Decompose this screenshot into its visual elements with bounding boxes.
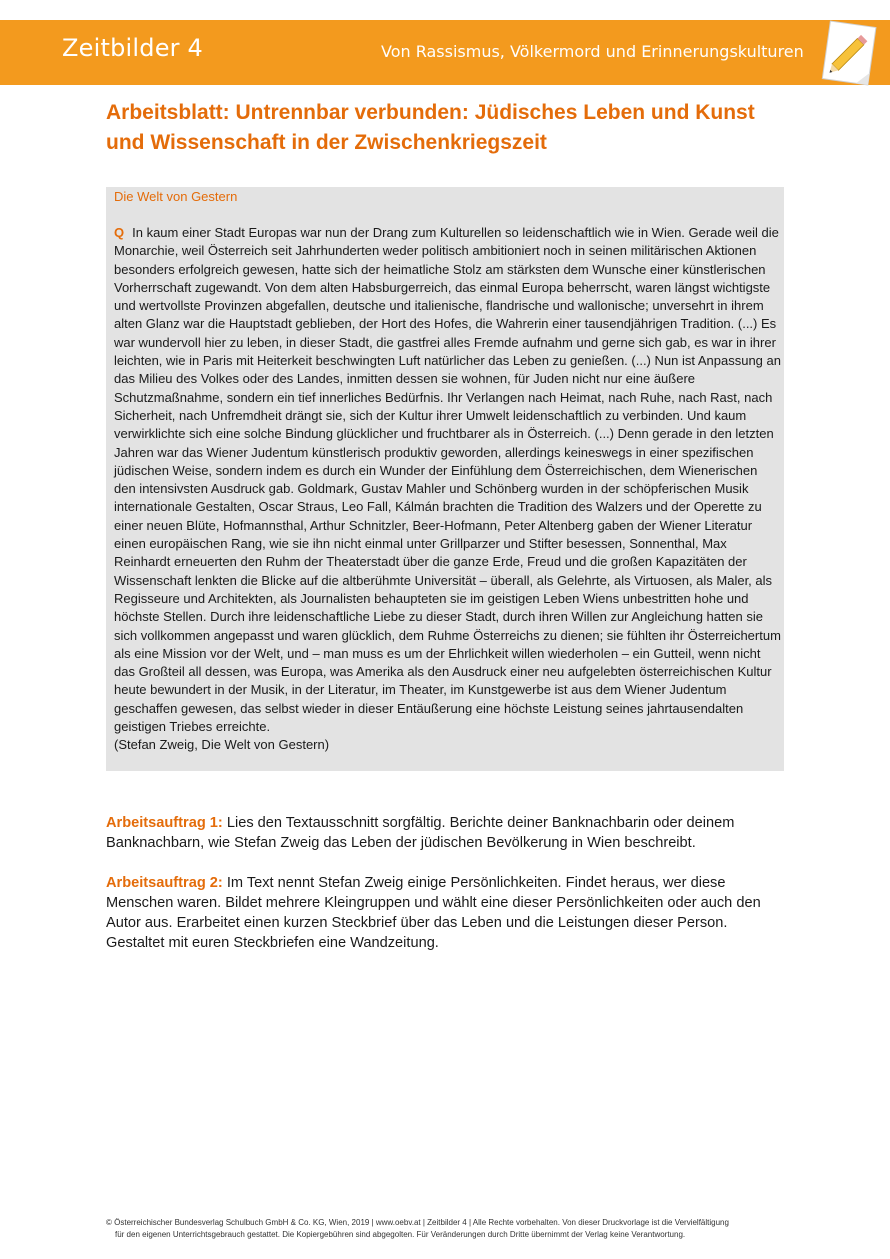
quote-source: (Stefan Zweig, Die Welt von Gestern)	[114, 737, 330, 753]
copyright-footer	[106, 1217, 786, 1241]
header-subtitle: Von Rassismus, Völkermord und Erinnerungskulturen	[381, 42, 804, 61]
pencil-note-icon	[816, 14, 882, 94]
task-2-text: Im Text nennt Stefan Zweig einige Persönlichkeiten. Findet heraus, wer diese Menschen waren. Bildet mehrere Kleingruppen und wählt eine dieser Persönlichkeiten oder auch den Autor aus. Erarbeitet einen kurzen Steckbrief über das Leben und die Leistungen dieser Person. Gestaltet mit euren Steckbriefen eine Wandzeitung.	[106, 875, 761, 951]
footer-line-2: für den eigenen Unterrichtsgebrauch gestattet. Die Kopiergebühren sind abgegolten. Für Veränderungen durch Dritte übernimmt der Verlag keine Verantwortung.	[115, 1230, 686, 1239]
task-1	[106, 813, 786, 853]
task-2-label: Arbeitsauftrag 2:	[106, 875, 223, 891]
task-1-text: Lies den Textausschnitt sorgfältig. Berichte deiner Banknachbarin oder deinem Banknachbarn, wie Stefan Zweig das Leben der jüdischen Bevölkerung in Wien beschreibt.	[106, 815, 735, 851]
brand-title: Zeitbilder 4	[62, 34, 204, 62]
header-band	[0, 20, 890, 85]
quote-text	[114, 224, 782, 755]
page-title: Arbeitsblatt: Untrennbar verbunden: Jüdisches Leben und Kunst und Wissenschaft in der Zwischenkriegszeit	[106, 101, 755, 154]
quote-body: In kaum einer Stadt Europas war nun der Drang zum Kulturellen so leidenschaftlich wie in Wien. Gerade weil die Monarchie, weil Österreich seit Jahrhunderten weder politisch ambitioniert noch in seinen militärischen Aktionen besonders erfolgreich gewesen, hatte sich der heimatliche Stolz am stärksten dem Wunsche einer künstlerischen Vorherrschaft zugewandt. Von dem alten Habsburgerreich, das einmal Europa beherrscht, waren längst wichtigste und wertvollste Provinzen abgefallen, deutsche und italienische, flandrische und wallonische; unversehrt in ihrem alten Glanz war die Hauptstadt geblieben, der Hort des Hofes, die Wahrerin einer tausendjährigen Tradition. (...) Es war wundervoll hier zu leben, in dieser Stadt, die gastfrei alles Fremde aufnahm und gerne sich gab, es war in ihrer leichten, wie in Paris mit Heiterkeit beschwingten Luft natürlicher das Leben zu genießen. (...) Nun ist Anpassung an das Milieu des Volkes oder des Landes, inmitten dessen sie wohnen, für Juden nicht nur eine äußere Schutzmaßnahme, sondern ein tief innerliches Bedürfnis. Ihr Verlangen nach Heimat, nach Ruhe, nach Rast, nach Sicherheit, nach Unfremdheit drängt sie, sich der Kultur ihrer Umwelt leidenschaftlich zu verbinden. Und kaum verwirklichte sich eine solche Bindung glücklicher und fruchtbarer als in Österreich. (...) Denn gerade in den letzten Jahren war das Wiener Judentum künstlerisch produktiv geworden, allerdings keineswegs in einer spezifischen jüdischen Weise, sondern indem es durch ein Wunder der Einfühlung dem Österreichischen, dem Wienerischen den intensivsten Ausdruck gab. Goldmark, Gustav Mahler und Schönberg wurden in der schöpferischen Musik internationale Gestalten, Oscar Straus, Leo Fall, Kálmán brachten die Tradition des Walzers und der Operette zu einer neuen Blüte, Hofmannsthal, Arthur Schnitzler, Beer-Hofmann, Peter Altenberg gaben der Wiener Literatur einen europäischen Rang, wie sie ihn nicht einmal unter Grillparzer und Stifter besessen, Sonnenthal, Max Reinhardt erneuerten den Ruhm der Theaterstadt über die ganze Erde, Freud und die großen Kapazitäten der Wissenschaft lenkten die Blicke auf die altberühmte Universität – überall, als Gelehrte, als Virtuosen, als Maler, als Regisseure und Architekten, als Journalisten behaupteten sie im geistigen Leben Wiens unbestritten hohe und höchste Stellen. Durch ihre leidenschaftliche Liebe zu dieser Stadt, durch ihren Willen zur Angleichung hatten sie sich vollkommen angepasst und waren glücklich, dem Ruhme Österreichs zu dienen; sie fühlten ihr Österreichertum als eine Mission vor der Welt, und – man muss es um der Ehrlichkeit willen wiederholen – ein Gutteil, wenn nicht das Großteil all dessen, was Europa, was Amerika als den Ausdruck einer neu aufgelebten österreichischen Kultur heute bewundert in der Musik, in der Literatur, im Theater, im Kunstgewerbe ist aus dem Wiener Judentum geschaffen gewesen, das selbst wieder in dieser Entäußerung eine höchste Leistung seines jahrtausendalten geistigen Triebes erreichte.	[114, 225, 781, 735]
task-1-label: Arbeitsauftrag 1:	[106, 815, 223, 831]
quote-box-heading: Die Welt von Gestern	[114, 189, 238, 204]
footer-line-1: © Österreichischer Bundesverlag Schulbuch GmbH & Co. KG, Wien, 2019 | www.oebv.at | Zeitbilder 4 | Alle Rechte vorbehalten. Von dieser Druckvorlage ist die Vervielfältigung	[106, 1218, 729, 1227]
task-2	[106, 873, 786, 953]
source-quote-box	[106, 187, 784, 771]
quote-marker: Q	[114, 225, 125, 240]
